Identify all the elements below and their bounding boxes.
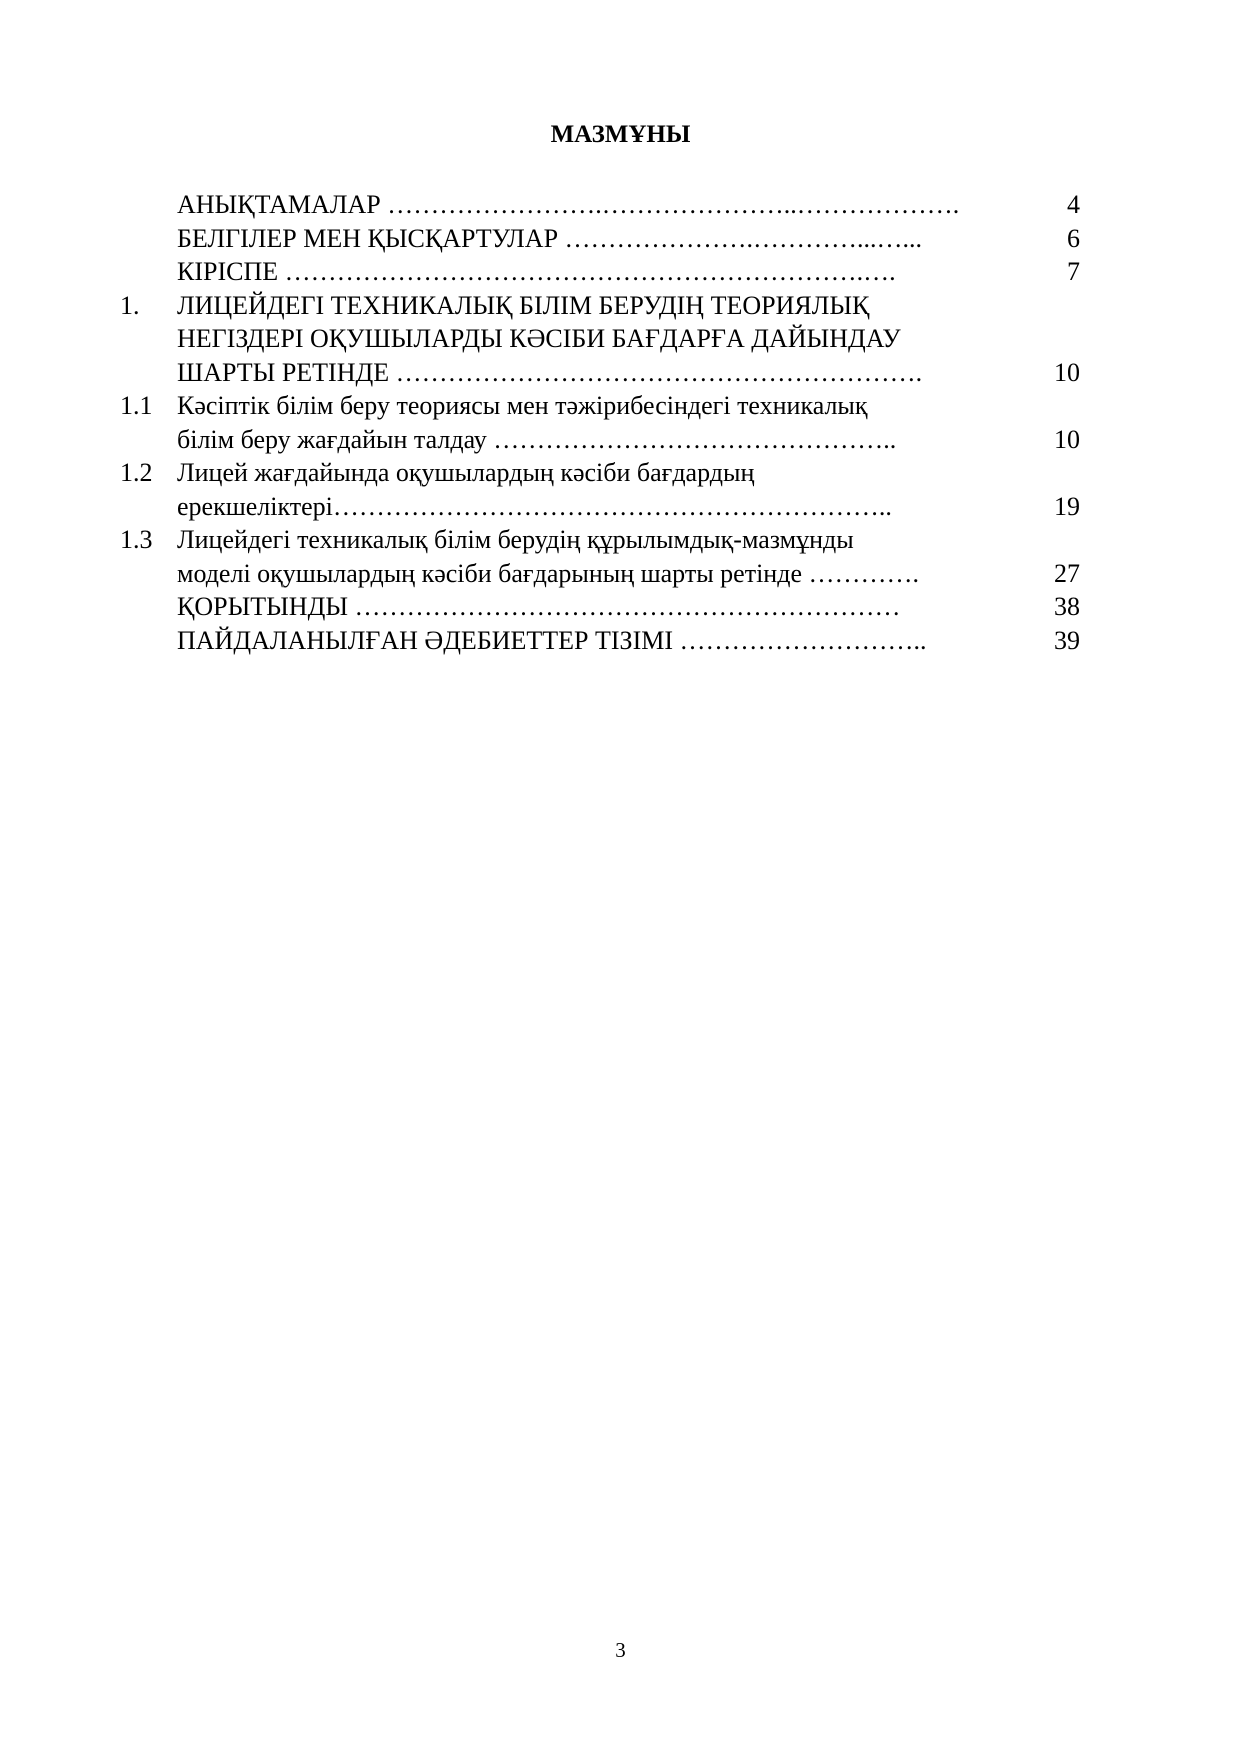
toc-entry-text: НЕГІЗДЕРІ ОҚУШЫЛАРДЫ КӘСІБИ БАҒДАРҒА ДАЙЫНДАУ <box>177 324 901 353</box>
toc-entry-text: Лицейдегі техникалық білім берудің құрылымдық-мазмұнды <box>177 525 854 554</box>
toc-entry-references <box>120 624 1080 658</box>
toc-entry-chapter-1 <box>120 289 1080 390</box>
toc-entry-text: ерекшеліктері……………………………………………………….. <box>177 491 892 521</box>
toc-entry-text: ҚОРЫТЫНДЫ ……………………………………………………… <box>177 592 901 621</box>
toc-entry-number: 1. <box>120 290 140 320</box>
toc-entry-definitions <box>120 188 1080 222</box>
toc-entry-section-1-3 <box>120 523 1080 590</box>
toc-entry-number: 1.2 <box>120 458 153 487</box>
toc-entry-page: 38 <box>1054 592 1080 621</box>
toc-entry-introduction <box>120 255 1080 289</box>
toc-entry-page: 6 <box>1067 223 1080 253</box>
toc-entry-page: 10 <box>1054 424 1080 454</box>
page-number: 3 <box>615 1638 626 1662</box>
toc-entry-page: 4 <box>1067 190 1080 219</box>
toc-entry-conclusion <box>120 590 1080 624</box>
toc-entry-page: 27 <box>1054 558 1080 588</box>
toc-entry-page: 19 <box>1054 491 1080 521</box>
toc-entry-text: Лицей жағдайында оқушылардың кәсіби бағдардың <box>177 458 755 487</box>
toc-entry-text: моделі оқушылардың кәсіби бағдарының шарты ретінде …………. <box>177 558 919 588</box>
toc-entry-page: 10 <box>1054 357 1080 387</box>
toc-entry-text: КІРІСПЕ ………………………………………………………….…. <box>177 257 896 286</box>
toc-entry-text: БЕЛГІЛЕР МЕН ҚЫСҚАРТУЛАР ………………….…………...…... <box>177 223 923 253</box>
toc-entry-number: 1.3 <box>120 525 153 554</box>
toc-entry-section-1-1 <box>120 389 1080 456</box>
toc-entry-text: АНЫҚТАМАЛАР …………………….…………………..………………. <box>177 190 960 219</box>
toc-entry-text: ПАЙДАЛАНЫЛҒАН ӘДЕБИЕТТЕР ТІЗІМІ ……………………….. <box>177 625 927 655</box>
toc-entry-text: ШАРТЫ РЕТІНДЕ ……………………………………………………. <box>177 357 923 387</box>
toc-entry-number: 1.1 <box>120 391 153 420</box>
page-title: МАЗМҰНЫ <box>550 121 691 148</box>
toc-entry-symbols-abbreviations <box>120 222 1080 256</box>
table-of-contents <box>120 188 1080 657</box>
toc-entry-text: ЛИЦЕЙДЕГІ ТЕХНИКАЛЫҚ БІЛІМ БЕРУДІҢ ТЕОРИЯЛЫҚ <box>177 290 870 320</box>
toc-entry-text: білім беру жағдайын талдау ……………………………………….. <box>177 424 897 454</box>
toc-entry-page: 7 <box>1067 257 1080 286</box>
toc-entry-page: 39 <box>1054 625 1080 655</box>
toc-entry-text: Кәсіптік білім беру теориясы мен тәжірибесіндегі техникалық <box>177 391 868 420</box>
toc-entry-section-1-2 <box>120 456 1080 523</box>
